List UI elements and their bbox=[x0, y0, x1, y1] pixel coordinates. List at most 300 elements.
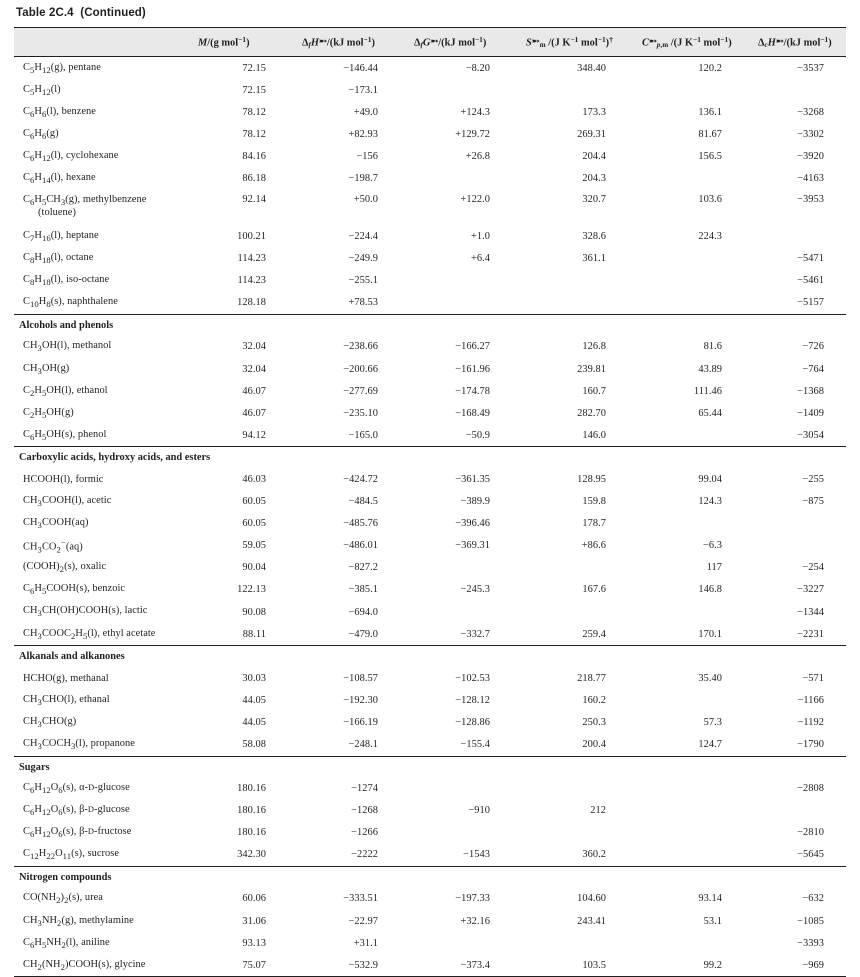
cell-molar-mass: 30.03 bbox=[242, 672, 266, 684]
table-row bbox=[14, 101, 846, 123]
table-row bbox=[14, 932, 846, 954]
cell-gibbs-formation: −373.4 bbox=[408, 954, 520, 977]
cell-enthalpy-combustion: −1409 bbox=[797, 407, 824, 419]
cell-heat-capacity bbox=[636, 513, 752, 535]
column-header-species bbox=[14, 28, 192, 57]
cell-molar-entropy bbox=[520, 601, 636, 623]
cell-molar-entropy: 243.41 bbox=[577, 915, 606, 927]
cell-enthalpy-combustion: −571 bbox=[802, 672, 824, 684]
table-row bbox=[14, 380, 846, 402]
cell-species: HCOOH(l), formic bbox=[23, 473, 104, 485]
cell-molar-mass: 60.06 bbox=[242, 893, 266, 905]
cell-molar-mass: 72.15 bbox=[242, 62, 266, 74]
cell-species: $C_2H_5OH(g)$ bbox=[23, 406, 74, 420]
cell-molar-entropy: 159.8 bbox=[582, 496, 606, 508]
section-heading-row bbox=[14, 447, 846, 469]
cell-gibbs-formation bbox=[408, 79, 520, 101]
cell-enthalpy-formation: −108.57 bbox=[343, 672, 378, 684]
cell-enthalpy-formation: +82.93 bbox=[348, 128, 378, 140]
cell-heat-capacity: 111.46 bbox=[693, 385, 722, 397]
cell-gibbs-formation: −161.96 bbox=[455, 363, 490, 375]
cell-molar-entropy: 282.70 bbox=[577, 407, 606, 419]
cell-enthalpy-formation: −694.0 bbox=[348, 606, 378, 618]
cell-heat-capacity: 156.5 bbox=[698, 150, 722, 162]
cell-molar-mass: 100.21 bbox=[237, 231, 266, 243]
cell-gibbs-formation: −168.49 bbox=[455, 407, 490, 419]
table-row bbox=[14, 557, 846, 579]
cell-enthalpy-formation: −200.66 bbox=[343, 363, 378, 375]
cell-enthalpy-formation: −827.2 bbox=[348, 562, 378, 574]
cell-species: $C_8H_{18}(l)$, iso-octane bbox=[23, 274, 110, 288]
cell-species: $C_6H_{12}O_6(s)$, β-D-fructose bbox=[23, 826, 132, 840]
table-row bbox=[14, 778, 846, 800]
cell-molar-entropy: 128.95 bbox=[577, 473, 606, 485]
cell-species: $CO(NH_2)_2(s)$, urea bbox=[23, 892, 103, 906]
cell-gibbs-formation: −1543 bbox=[463, 849, 490, 861]
table-row bbox=[14, 292, 846, 315]
cell-species: $C_2H_5OH(l)$, ethanol bbox=[23, 384, 108, 398]
cell-molar-mass: 114.23 bbox=[237, 275, 266, 287]
table-row bbox=[14, 270, 846, 292]
cell-heat-capacity: 93.14 bbox=[698, 893, 722, 905]
cell-enthalpy-combustion: −3537 bbox=[797, 62, 824, 74]
cell-molar-mass: 84.16 bbox=[242, 150, 266, 162]
cell-molar-mass: 114.23 bbox=[237, 253, 266, 265]
cell-gibbs-formation: +32.16 bbox=[460, 915, 490, 927]
cell-enthalpy-formation: −192.30 bbox=[343, 694, 378, 706]
cell-heat-capacity: 35.40 bbox=[698, 672, 722, 684]
cell-enthalpy-combustion: −875 bbox=[802, 496, 824, 508]
cell-heat-capacity: 65.44 bbox=[698, 407, 722, 419]
cell-molar-entropy: 218.77 bbox=[577, 672, 606, 684]
cell-molar-mass: 78.12 bbox=[242, 128, 266, 140]
cell-gibbs-formation: −369.31 bbox=[455, 540, 490, 552]
table-row bbox=[14, 336, 846, 358]
cell-enthalpy-formation: +49.0 bbox=[353, 106, 378, 118]
cell-enthalpy-combustion: −632 bbox=[802, 893, 824, 905]
cell-enthalpy-formation: −1268 bbox=[351, 805, 378, 817]
cell-enthalpy-formation: −479.0 bbox=[348, 628, 378, 640]
cell-molar-entropy bbox=[520, 270, 636, 292]
cell-enthalpy-combustion: −255 bbox=[802, 473, 824, 485]
cell-enthalpy-combustion: −2808 bbox=[797, 783, 824, 795]
cell-gibbs-formation: −50.9 bbox=[465, 429, 490, 441]
cell-species: $CH_3COOC_2H_5(l)$, ethyl acetate bbox=[23, 627, 156, 641]
cell-molar-mass: 31.06 bbox=[242, 915, 266, 927]
cell-gibbs-formation: −166.27 bbox=[455, 341, 490, 353]
cell-molar-mass: 180.16 bbox=[237, 827, 266, 839]
cell-gibbs-formation: +6.4 bbox=[470, 253, 490, 265]
cell-enthalpy-combustion bbox=[752, 800, 846, 822]
table-row bbox=[14, 822, 846, 844]
cell-enthalpy-formation: −1274 bbox=[351, 783, 378, 795]
cell-gibbs-formation bbox=[408, 601, 520, 623]
cell-molar-mass: 60.05 bbox=[242, 496, 266, 508]
cell-molar-entropy: 160.2 bbox=[582, 694, 606, 706]
table-header bbox=[14, 28, 846, 57]
cell-heat-capacity: 81.6 bbox=[703, 341, 722, 353]
cell-enthalpy-formation: −424.72 bbox=[343, 473, 378, 485]
table-row bbox=[14, 733, 846, 756]
cell-gibbs-formation: −361.35 bbox=[455, 473, 490, 485]
cell-molar-mass: 44.05 bbox=[242, 694, 266, 706]
table-row bbox=[14, 145, 846, 167]
cell-enthalpy-combustion: −4163 bbox=[797, 173, 824, 185]
table-row bbox=[14, 667, 846, 689]
cell-species: HCHO(g), methanal bbox=[23, 672, 109, 684]
cell-enthalpy-formation: −156 bbox=[356, 150, 378, 162]
cell-heat-capacity bbox=[636, 270, 752, 292]
cell-heat-capacity: 43.89 bbox=[698, 363, 722, 375]
cell-heat-capacity: 99.2 bbox=[636, 954, 752, 977]
table-row bbox=[14, 910, 846, 932]
cell-molar-entropy bbox=[520, 292, 636, 315]
cell-enthalpy-combustion: −5461 bbox=[797, 275, 824, 287]
cell-enthalpy-combustion: −3227 bbox=[797, 584, 824, 596]
table-row bbox=[14, 468, 846, 490]
cell-heat-capacity bbox=[636, 844, 752, 867]
cell-molar-mass: 180.16 bbox=[237, 783, 266, 795]
column-header-heat-capacity: $C➵_p,m$ /(J $K^{-1}$ mol$^{-1}$) bbox=[636, 28, 752, 57]
cell-species: $CH_3CH(OH)COOH(s)$, lactic bbox=[23, 605, 148, 619]
cell-heat-capacity: 53.1 bbox=[703, 915, 722, 927]
cell-molar-mass: 88.11 bbox=[242, 628, 266, 640]
cell-species: $C_6H_{12}(l)$, cyclohexane bbox=[23, 149, 119, 163]
cell-enthalpy-combustion: −1344 bbox=[797, 606, 824, 618]
column-header-molar-mass: M/(g mol$^{-1}$) bbox=[192, 28, 296, 57]
cell-enthalpy-formation: −235.10 bbox=[343, 407, 378, 419]
cell-species: $CH_3COOH(l)$, acetic bbox=[23, 495, 112, 509]
cell-gibbs-formation: −396.46 bbox=[455, 518, 490, 530]
thermodynamic-data-table bbox=[14, 27, 846, 977]
cell-heat-capacity: 81.67 bbox=[698, 128, 722, 140]
cell-gibbs-formation: +122.0 bbox=[460, 193, 490, 205]
table-body bbox=[14, 57, 846, 977]
cell-molar-mass: 72.15 bbox=[242, 84, 266, 96]
cell-molar-mass: 59.05 bbox=[242, 540, 266, 552]
cell-heat-capacity: 117 bbox=[706, 562, 722, 574]
table-row bbox=[14, 623, 846, 646]
cell-molar-entropy: 212 bbox=[590, 805, 606, 817]
cell-molar-mass: 75.07 bbox=[192, 954, 296, 977]
cell-gibbs-formation bbox=[408, 270, 520, 292]
column-header-enthalpy-formation: $\Delta_fH➵/(kJ$ mol$^{-1}$) bbox=[296, 28, 408, 57]
cell-molar-mass: 180.16 bbox=[237, 805, 266, 817]
cell-heat-capacity: 103.6 bbox=[698, 193, 722, 205]
cell-enthalpy-combustion: −3953 bbox=[797, 193, 824, 205]
cell-heat-capacity: 170.1 bbox=[698, 628, 722, 640]
cell-molar-entropy: 173.3 bbox=[582, 106, 606, 118]
table-row bbox=[14, 954, 846, 977]
cell-molar-entropy bbox=[520, 79, 636, 101]
cell-heat-capacity bbox=[636, 79, 752, 101]
cell-heat-capacity: 136.1 bbox=[698, 106, 722, 118]
section-heading-row bbox=[14, 646, 846, 668]
cell-species: $CH_3OH(l)$, methanol bbox=[23, 340, 112, 354]
cell-species: $CH_3CHO(g)$ bbox=[23, 715, 77, 729]
section-heading-row bbox=[14, 866, 846, 888]
cell-gibbs-formation: −197.33 bbox=[455, 893, 490, 905]
cell-gibbs-formation: −8.20 bbox=[465, 62, 490, 74]
cell-heat-capacity bbox=[636, 822, 752, 844]
cell-molar-entropy: 239.81 bbox=[577, 363, 606, 375]
cell-species: $C_8H_{18}(l)$, octane bbox=[23, 252, 94, 266]
cell-molar-entropy: 259.4 bbox=[582, 628, 606, 640]
cell-molar-entropy: 103.5 bbox=[520, 954, 636, 977]
cell-heat-capacity bbox=[636, 778, 752, 800]
table-row bbox=[14, 358, 846, 380]
cell-enthalpy-formation: +78.53 bbox=[348, 297, 378, 309]
cell-gibbs-formation: +124.3 bbox=[460, 106, 490, 118]
cell-enthalpy-combustion: −5645 bbox=[797, 849, 824, 861]
cell-heat-capacity bbox=[636, 248, 752, 270]
cell-enthalpy-formation: −2222 bbox=[351, 849, 378, 861]
cell-species: $C_6H_5OH(s)$, phenol bbox=[23, 428, 107, 442]
cell-enthalpy-combustion: −3393 bbox=[797, 937, 824, 949]
cell-molar-entropy bbox=[520, 932, 636, 954]
cell-molar-mass: 90.08 bbox=[242, 606, 266, 618]
cell-species: $CH_3OH(g)$ bbox=[23, 362, 70, 376]
cell-heat-capacity: 146.8 bbox=[698, 584, 722, 596]
cell-heat-capacity bbox=[636, 689, 752, 711]
cell-enthalpy-combustion: −5471 bbox=[797, 253, 824, 265]
cell-molar-mass: 46.07 bbox=[242, 407, 266, 419]
cell-enthalpy-combustion bbox=[752, 513, 846, 535]
cell-enthalpy-combustion: −969 bbox=[752, 954, 846, 977]
cell-enthalpy-combustion bbox=[752, 79, 846, 101]
table-row bbox=[14, 535, 846, 557]
cell-species: $C_7H_{16}(l)$, heptane bbox=[23, 230, 99, 244]
cell-enthalpy-formation: −224.4 bbox=[348, 231, 378, 243]
cell-enthalpy-formation: −165.0 bbox=[348, 429, 378, 441]
cell-species: $C_6H_{12}O_6(s)$, α-D-glucose bbox=[23, 782, 130, 796]
cell-species: $C_{12}H_{22}O_{11}(s)$, sucrose bbox=[23, 848, 119, 862]
cell-enthalpy-formation: −166.19 bbox=[343, 716, 378, 728]
table-row bbox=[14, 711, 846, 733]
cell-gibbs-formation: −128.86 bbox=[455, 716, 490, 728]
cell-enthalpy-combustion: −726 bbox=[802, 341, 824, 353]
cell-enthalpy-combustion: −2231 bbox=[797, 628, 824, 640]
section-heading-row bbox=[14, 756, 846, 778]
table-row bbox=[14, 79, 846, 101]
cell-heat-capacity bbox=[636, 424, 752, 447]
cell-enthalpy-combustion: −5157 bbox=[797, 297, 824, 309]
cell-enthalpy-combustion: −2810 bbox=[797, 827, 824, 839]
cell-enthalpy-combustion: −3920 bbox=[797, 150, 824, 162]
section-heading: Nitrogen compounds bbox=[14, 866, 846, 888]
table-row bbox=[14, 689, 846, 711]
cell-species: $CH_3CO_2^-(aq)$ bbox=[23, 536, 83, 555]
cell-enthalpy-formation: −485.76 bbox=[343, 518, 378, 530]
cell-molar-entropy: 167.6 bbox=[582, 584, 606, 596]
header-row bbox=[14, 28, 846, 57]
cell-enthalpy-formation: −277.69 bbox=[343, 385, 378, 397]
cell-enthalpy-formation: −484.5 bbox=[348, 496, 378, 508]
cell-molar-mass: 90.04 bbox=[242, 562, 266, 574]
cell-gibbs-formation bbox=[408, 932, 520, 954]
cell-species: $C_6H_{14}(l)$, hexane bbox=[23, 171, 96, 186]
cell-enthalpy-combustion: −764 bbox=[802, 363, 824, 375]
cell-heat-capacity: 124.3 bbox=[698, 496, 722, 508]
cell-molar-mass: 92.14 bbox=[242, 193, 266, 205]
cell-heat-capacity bbox=[636, 601, 752, 623]
cell-gibbs-formation: −128.12 bbox=[455, 694, 490, 706]
cell-gibbs-formation: −245.3 bbox=[460, 584, 490, 596]
cell-enthalpy-combustion: −3302 bbox=[797, 128, 824, 140]
table-row bbox=[14, 57, 846, 80]
cell-enthalpy-formation: −249.9 bbox=[348, 253, 378, 265]
cell-molar-entropy: 126.8 bbox=[582, 341, 606, 353]
cell-molar-mass: 58.08 bbox=[242, 738, 266, 750]
cell-enthalpy-combustion: −1368 bbox=[797, 385, 824, 397]
cell-molar-mass: 46.03 bbox=[242, 473, 266, 485]
cell-heat-capacity: 99.04 bbox=[698, 473, 722, 485]
table-row bbox=[14, 491, 846, 513]
cell-enthalpy-formation: −198.7 bbox=[348, 173, 378, 185]
cell-heat-capacity bbox=[636, 167, 752, 189]
table-row bbox=[14, 844, 846, 867]
cell-enthalpy-combustion: −1085 bbox=[797, 915, 824, 927]
cell-molar-mass: 46.07 bbox=[242, 385, 266, 397]
cell-species: $(COOH)_2(s)$, oxalic bbox=[23, 561, 107, 575]
table-row bbox=[14, 226, 846, 248]
table-row bbox=[14, 579, 846, 601]
cell-species: $C_6H_{12}O_6(s)$, β-D-glucose bbox=[23, 804, 130, 818]
cell-heat-capacity bbox=[636, 800, 752, 822]
cell-molar-mass: 122.13 bbox=[237, 584, 266, 596]
cell-molar-entropy bbox=[520, 778, 636, 800]
cell-enthalpy-formation: −486.01 bbox=[343, 540, 378, 552]
cell-molar-entropy: 348.40 bbox=[577, 62, 606, 74]
section-heading-row bbox=[14, 314, 846, 336]
page-title: Table 2C.4 (Continued) bbox=[16, 7, 146, 19]
cell-heat-capacity: 57.3 bbox=[703, 716, 722, 728]
cell-heat-capacity: 120.2 bbox=[698, 62, 722, 74]
cell-heat-capacity: 224.3 bbox=[698, 231, 722, 243]
cell-gibbs-formation: −389.9 bbox=[460, 496, 490, 508]
cell-enthalpy-formation: −248.1 bbox=[348, 738, 378, 750]
column-header-molar-entropy: S➵m /(J $K^{-1}$ mol$^{-1}$)† bbox=[520, 28, 636, 57]
cell-species: $C_5H_{12}(l)$ bbox=[23, 83, 61, 97]
cell-enthalpy-formation: +50.0 bbox=[353, 193, 378, 205]
cell-molar-mass: 78.12 bbox=[242, 106, 266, 118]
cell-species: $C_{10}H_8(s)$, naphthalene bbox=[23, 296, 118, 310]
cell-enthalpy-formation: −255.1 bbox=[348, 275, 378, 287]
cell-heat-capacity: 124.7 bbox=[698, 738, 722, 750]
cell-species: $CH_3CHO(l)$, ethanal bbox=[23, 693, 110, 707]
cell-enthalpy-combustion: −3268 bbox=[797, 106, 824, 118]
cell-species: $C_6H_5CH_3(g)$, methylbenzene (toluene) bbox=[23, 193, 147, 218]
cell-heat-capacity: −6.3 bbox=[702, 540, 722, 552]
cell-molar-entropy bbox=[520, 557, 636, 579]
column-header-gibbs-formation: $\Delta_fG➵/(kJ$ mol$^{-1}$) bbox=[408, 28, 520, 57]
cell-molar-mass: 86.18 bbox=[242, 173, 266, 185]
cell-enthalpy-combustion: −254 bbox=[802, 562, 824, 574]
cell-heat-capacity bbox=[636, 932, 752, 954]
cell-species: $C_6H_6(l)$, benzene bbox=[23, 105, 96, 119]
table-row bbox=[14, 513, 846, 535]
cell-molar-mass: 128.18 bbox=[237, 297, 266, 309]
cell-molar-mass: 44.05 bbox=[242, 716, 266, 728]
table-row bbox=[14, 248, 846, 270]
cell-molar-entropy: 320.7 bbox=[582, 193, 606, 205]
cell-enthalpy-formation: −385.1 bbox=[348, 584, 378, 596]
cell-gibbs-formation bbox=[408, 167, 520, 189]
cell-gibbs-formation: −332.7 bbox=[460, 628, 490, 640]
cell-enthalpy-formation: −173.1 bbox=[348, 84, 378, 96]
cell-enthalpy-combustion bbox=[752, 226, 846, 248]
cell-molar-entropy: 269.31 bbox=[577, 128, 606, 140]
table-row bbox=[14, 601, 846, 623]
section-heading: Carboxylic acids, hydroxy acids, and esters bbox=[14, 447, 846, 469]
cell-enthalpy-formation: −238.66 bbox=[343, 341, 378, 353]
cell-enthalpy-combustion: −1192 bbox=[797, 716, 824, 728]
cell-species: $CH_3NH_2(g)$, methylamine bbox=[23, 914, 134, 928]
cell-species: $CH_3COCH_3(l)$, propanone bbox=[23, 737, 135, 752]
cell-gibbs-formation: +1.0 bbox=[470, 231, 490, 243]
cell-molar-entropy: 328.6 bbox=[582, 231, 606, 243]
cell-molar-mass: 32.04 bbox=[242, 341, 266, 353]
section-heading: Alcohols and phenols bbox=[14, 314, 846, 336]
cell-species: $C_6H_5NH_2(l)$, aniline bbox=[23, 936, 110, 950]
cell-gibbs-formation: +129.72 bbox=[455, 128, 490, 140]
cell-molar-entropy: 204.3 bbox=[582, 173, 606, 185]
cell-molar-entropy: 146.0 bbox=[582, 429, 606, 441]
cell-molar-entropy: +86.6 bbox=[581, 540, 606, 552]
column-header-enthalpy-combustion: $\Delta_cH➵/(kJ$ mol$^{-1}$) bbox=[752, 28, 846, 57]
cell-molar-entropy: 204.4 bbox=[582, 150, 606, 162]
cell-gibbs-formation: −155.4 bbox=[460, 738, 490, 750]
table-row bbox=[14, 190, 846, 226]
cell-enthalpy-formation: −532.9 bbox=[296, 954, 408, 977]
cell-molar-mass: 32.04 bbox=[242, 363, 266, 375]
cell-molar-entropy bbox=[520, 822, 636, 844]
cell-enthalpy-combustion: −1790 bbox=[797, 738, 824, 750]
cell-molar-mass: 94.12 bbox=[242, 429, 266, 441]
cell-molar-mass: 93.13 bbox=[242, 937, 266, 949]
cell-enthalpy-formation: +31.1 bbox=[353, 937, 378, 949]
cell-molar-entropy: 361.1 bbox=[582, 253, 606, 265]
cell-species: $C_6H_6(g)$ bbox=[23, 127, 59, 141]
cell-molar-entropy: 160.7 bbox=[582, 385, 606, 397]
cell-species: $C_6H_5COOH(s)$, benzoic bbox=[23, 583, 126, 597]
cell-enthalpy-combustion bbox=[752, 535, 846, 557]
table-row bbox=[14, 167, 846, 189]
cell-gibbs-formation: −910 bbox=[468, 805, 490, 817]
cell-molar-entropy: 178.7 bbox=[582, 518, 606, 530]
cell-heat-capacity bbox=[636, 292, 752, 315]
cell-gibbs-formation: −102.53 bbox=[455, 672, 490, 684]
table-row bbox=[14, 800, 846, 822]
cell-enthalpy-formation: −22.97 bbox=[348, 915, 378, 927]
cell-enthalpy-formation: −146.44 bbox=[343, 62, 378, 74]
cell-molar-mass: 342.30 bbox=[237, 849, 266, 861]
cell-molar-mass: 60.05 bbox=[242, 518, 266, 530]
cell-gibbs-formation bbox=[408, 557, 520, 579]
cell-enthalpy-formation: −1266 bbox=[351, 827, 378, 839]
cell-enthalpy-combustion: −1166 bbox=[797, 694, 824, 706]
cell-species: $CH_3COOH(aq)$ bbox=[23, 517, 89, 531]
table-row bbox=[14, 123, 846, 145]
table-row bbox=[14, 424, 846, 447]
cell-molar-entropy: 200.4 bbox=[582, 738, 606, 750]
cell-enthalpy-combustion: −3054 bbox=[797, 429, 824, 441]
cell-molar-entropy: 360.2 bbox=[582, 849, 606, 861]
cell-molar-entropy: 104.60 bbox=[577, 893, 606, 905]
cell-species: $CH_2(NH_2)COOH(s)$, glycine bbox=[14, 954, 192, 977]
table-row bbox=[14, 402, 846, 424]
cell-enthalpy-formation: −333.51 bbox=[343, 893, 378, 905]
